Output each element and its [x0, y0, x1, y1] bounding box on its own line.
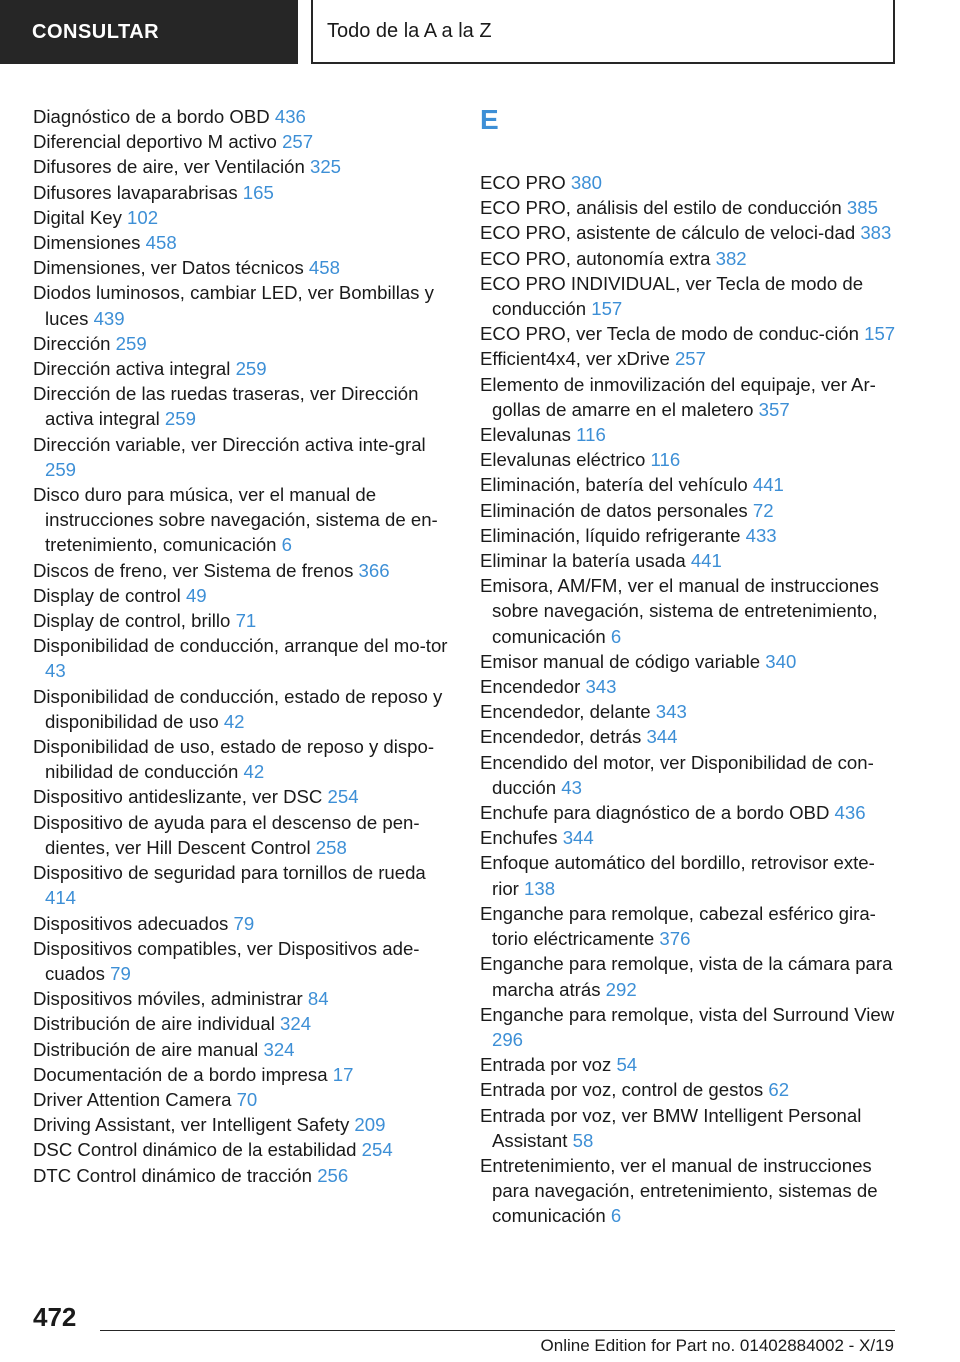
index-entry-text: Difusores lavaparabrisas: [33, 181, 243, 203]
index-entry-text: ECO PRO INDIVIDUAL, ver Tecla de modo de conducción: [480, 272, 864, 320]
index-entry-text: Eliminación de datos personales: [480, 499, 753, 521]
page-reference-link[interactable]: 165: [242, 181, 274, 203]
page-reference-link[interactable]: 458: [145, 232, 177, 254]
index-entry: [480, 573, 900, 649]
index-entry: [33, 331, 451, 356]
index-entry-text: Dimensiones: [33, 232, 146, 254]
page-reference-link[interactable]: 49: [185, 584, 207, 606]
index-entry-text: Dispositivos compatibles, ver Dispositivos ade-cuados: [33, 937, 420, 984]
page-reference-link[interactable]: 256: [317, 1164, 349, 1186]
index-entry: [33, 558, 451, 583]
index-entry: [33, 1163, 451, 1188]
page-reference-link[interactable]: 380: [570, 172, 602, 193]
index-entry: [480, 170, 900, 195]
page-reference-link[interactable]: 254: [361, 1139, 393, 1161]
index-entry: [480, 1052, 900, 1077]
index-column-left: [33, 104, 451, 1188]
index-entry: [480, 800, 900, 825]
index-entry: [33, 911, 451, 936]
index-entry-text: Encendedor, delante: [480, 701, 656, 723]
letter-heading: E: [480, 104, 499, 135]
page-reference-link[interactable]: 257: [674, 348, 706, 370]
index-entry-text: ECO PRO, análisis del estilo de conducción: [480, 197, 847, 219]
section-tab: [0, 0, 298, 64]
page-reference-link[interactable]: 102: [127, 206, 159, 228]
index-entry: [33, 608, 451, 633]
page-reference-link[interactable]: 324: [280, 1013, 312, 1035]
page-number: 472: [33, 1302, 77, 1332]
page-reference-link[interactable]: 79: [110, 962, 131, 984]
page-reference-link[interactable]: 138: [524, 877, 556, 899]
index-entry-text: Dispositivo de seguridad para tornillos de rueda: [33, 862, 426, 884]
index-entry-text: Distribución de aire manual: [33, 1038, 264, 1060]
index-entry: [33, 583, 451, 608]
page-reference-link[interactable]: 157: [864, 323, 896, 345]
index-entry: [33, 104, 451, 129]
index-entry: [33, 860, 451, 910]
page-reference-link[interactable]: 70: [236, 1088, 258, 1110]
index-entry: [33, 684, 451, 734]
index-entry-text: Dispositivo de ayuda para el descenso de pen-dientes, ver Hill Descent Control: [33, 811, 420, 858]
page-reference-link[interactable]: 366: [358, 559, 390, 581]
index-entry: [480, 195, 900, 220]
index-entry-text: Disponibilidad de conducción, estado de reposo y disponibilidad de uso: [33, 685, 443, 732]
page-reference-link[interactable]: 259: [235, 358, 267, 380]
index-entry-text: Enchufes: [480, 827, 563, 849]
index-entry: [480, 498, 900, 523]
page-reference-link[interactable]: 357: [758, 398, 790, 420]
index-entry-text: Emisora, AM/FM, ver el manual de instrucciones sobre navegación, sistema de entretenimiento, comunicación: [480, 575, 879, 647]
index-entry-text: Discos de freno, ver Sistema de frenos: [33, 559, 359, 581]
index-entry: [480, 472, 900, 497]
page-reference-link[interactable]: 296: [492, 1028, 524, 1050]
page-reference-link[interactable]: 6: [610, 1205, 622, 1227]
index-entry: [480, 1103, 900, 1153]
index-entry-text: Documentación de a bordo impresa: [33, 1063, 333, 1085]
index-entry: [33, 381, 451, 431]
page-reference-link[interactable]: 292: [605, 978, 637, 1000]
index-entry-text: Elevalunas: [480, 424, 577, 446]
index-entry-text: Disponibilidad de conducción, arranque del mo-tor: [33, 635, 448, 657]
index-entry-text: Diagnóstico de a bordo OBD: [33, 106, 275, 127]
index-entry: [33, 180, 451, 205]
section-tab-label: CONSULTAR: [32, 20, 160, 43]
index-entry: [33, 432, 451, 482]
index-entry-text: Dispositivo antideslizante, ver DSC: [33, 786, 328, 808]
index-entry: [480, 825, 900, 850]
index-entry-text: ECO PRO, autonomía extra: [480, 247, 716, 269]
index-entry: [480, 674, 900, 699]
index-entry-text: Enganche para remolque, cabezal esférico gira-torio eléctricamente: [480, 902, 876, 950]
page-reference-link[interactable]: 433: [745, 524, 777, 546]
index-entry: [480, 649, 900, 674]
index-entry: [33, 633, 451, 683]
footer-divider: [100, 1330, 895, 1331]
chapter-tab: [311, 0, 895, 64]
index-entry-text: Dirección: [33, 332, 116, 354]
page-reference-link[interactable]: 258: [315, 836, 347, 858]
index-entry-text: Elemento de inmovilización del equipaje, ver Ar-gollas de amarre en el maletero: [480, 373, 876, 420]
index-entry: [33, 734, 451, 784]
index-entry: [33, 1112, 451, 1137]
index-entry-text: Emisor manual de código variable: [480, 650, 766, 672]
index-entry-text: Dispositivos adecuados: [33, 912, 234, 934]
page-reference-link[interactable]: 382: [715, 247, 747, 269]
index-entry-text: ECO PRO, ver Tecla de modo de conduc-ción: [480, 323, 865, 345]
page-reference-link[interactable]: 209: [354, 1114, 386, 1136]
index-entry: [33, 936, 451, 986]
index-entry-text: Entrada por voz: [480, 1054, 617, 1076]
page-reference-link[interactable]: 62: [768, 1079, 790, 1101]
page-reference-link[interactable]: 259: [164, 408, 196, 430]
index-entry: [480, 246, 900, 271]
page-reference-link[interactable]: 383: [860, 222, 892, 244]
index-entry-text: Entretenimiento, ver el manual de instrucciones para navegación, entretenimiento, sistemas de comunicación: [480, 1154, 878, 1227]
index-entry-text: Diferencial deportivo M activo: [33, 131, 283, 153]
index-entry-text: DTC Control dinámico de tracción: [33, 1164, 318, 1186]
index-entries-right: [480, 170, 900, 1229]
page-reference-link[interactable]: 414: [45, 887, 77, 909]
index-entry: [33, 784, 451, 809]
index-entry-text: Eliminar la batería usada: [480, 550, 691, 572]
index-entry-text: Dimensiones, ver Datos técnicos: [33, 257, 309, 279]
page-reference-link[interactable]: 343: [585, 676, 617, 698]
index-entry-text: Driver Attention Camera: [33, 1088, 237, 1110]
index-entry: [480, 422, 900, 447]
index-entry-text: ECO PRO: [480, 172, 571, 193]
index-entry: [480, 548, 900, 573]
page-reference-link[interactable]: 344: [646, 726, 678, 748]
footer-edition-text: Online Edition for Part no. 01402884002 - X/19: [540, 1336, 894, 1355]
index-entry: [33, 1062, 451, 1087]
index-entry-text: Driving Assistant, ver Intelligent Safety: [33, 1114, 355, 1136]
chapter-tab-label: Todo de la A a la Z: [327, 19, 492, 42]
page-reference-link[interactable]: 458: [308, 257, 340, 279]
index-entry: [33, 810, 451, 860]
index-entry: [480, 951, 900, 1001]
page-reference-link[interactable]: 343: [655, 701, 687, 723]
index-entry-text: Enchufe para diagnóstico de a bordo OBD: [480, 802, 835, 824]
page-reference-link[interactable]: 54: [616, 1054, 638, 1076]
index-entry: [480, 699, 900, 724]
page-reference-link[interactable]: 43: [561, 776, 582, 798]
page-reference-link[interactable]: 17: [332, 1063, 354, 1085]
index-entry-text: Enfoque automático del bordillo, retrovisor exte-rior: [480, 852, 875, 899]
index-entry-text: Dirección variable, ver Dirección activa inte-gral: [33, 433, 426, 455]
index-entry-text: Dirección de las ruedas traseras, ver Dirección activa integral: [33, 383, 419, 430]
index-entry-text: Eliminación, líquido refrigerante: [480, 524, 746, 546]
index-entry-text: Encendedor: [480, 676, 586, 698]
index-entry: [33, 1011, 451, 1036]
page-reference-link[interactable]: 72: [752, 499, 774, 521]
index-entry-text: Difusores de aire, ver Ventilación: [33, 156, 310, 178]
index-entry: [480, 901, 900, 951]
index-entry: [480, 346, 900, 371]
index-entry-text: Dirección activa integral: [33, 358, 236, 380]
page-reference-link[interactable]: 43: [45, 660, 66, 682]
index-entry: [480, 1153, 900, 1229]
index-entry: [33, 482, 451, 558]
index-column-right: [480, 104, 900, 1229]
page-reference-link[interactable]: 42: [243, 761, 265, 783]
page-reference-link[interactable]: 385: [846, 197, 878, 219]
index-entry-text: Dispositivos móviles, administrar: [33, 988, 308, 1010]
page-reference-link[interactable]: 6: [281, 534, 293, 556]
page-reference-link[interactable]: 84: [307, 988, 329, 1010]
page-reference-link[interactable]: 157: [591, 298, 623, 320]
index-entry-text: Disponibilidad de uso, estado de reposo y dispo-nibilidad de conducción: [33, 736, 435, 783]
index-entry-text: Diodos luminosos, cambiar LED, ver Bombillas y luces: [33, 282, 434, 329]
index-entry-text: Enganche para remolque, vista del Surround View: [480, 1003, 895, 1025]
index-entry-text: Digital Key: [33, 206, 128, 228]
page-reference-link[interactable]: 436: [274, 106, 306, 127]
index-entry-text: ECO PRO, asistente de cálculo de veloci-dad: [480, 222, 861, 244]
page-reference-link[interactable]: 71: [235, 610, 257, 632]
index-entry: [480, 1002, 900, 1052]
index-entry-text: Enganche para remolque, vista de la cámara para marcha atrás: [480, 953, 893, 1000]
page-reference-link[interactable]: 259: [115, 332, 147, 354]
index-entry: [480, 372, 900, 422]
page-reference-link[interactable]: 324: [263, 1038, 295, 1060]
index-entry: [480, 447, 900, 472]
index-entry-text: DSC Control dinámico de la estabilidad: [33, 1139, 362, 1161]
page-reference-link[interactable]: 254: [327, 786, 359, 808]
page-reference-link[interactable]: 6: [610, 625, 622, 647]
page-reference-link[interactable]: 376: [659, 928, 691, 950]
page-reference-link[interactable]: 340: [765, 650, 797, 672]
index-entry: [480, 850, 900, 900]
index-entry: [33, 205, 451, 230]
page-reference-link[interactable]: 441: [752, 474, 784, 496]
index-entry: [480, 321, 900, 346]
index-entry: [33, 1137, 451, 1162]
page-header: [0, 0, 960, 66]
index-entry-text: Display de control, brillo: [33, 610, 236, 632]
page-reference-link[interactable]: 259: [45, 458, 77, 480]
index-entry-text: Encendedor, detrás: [480, 726, 647, 748]
index-entry: [33, 280, 451, 330]
page-reference-link[interactable]: 344: [562, 827, 594, 849]
page-reference-link[interactable]: 79: [233, 912, 255, 934]
index-entry-text: Distribución de aire individual: [33, 1013, 281, 1035]
index-entry: [33, 1037, 451, 1062]
page-reference-link[interactable]: 257: [282, 131, 314, 153]
index-entry-text: Entrada por voz, ver BMW Intelligent Personal Assistant: [480, 1104, 862, 1151]
index-entry: [33, 230, 451, 255]
page-reference-link[interactable]: 116: [650, 449, 681, 471]
index-entry-text: Elevalunas eléctrico: [480, 449, 651, 471]
index-entry-text: Eliminación, batería del vehículo: [480, 474, 753, 496]
page-reference-link[interactable]: 441: [690, 550, 722, 572]
index-entry-text: Efficient4x4, ver xDrive: [480, 348, 675, 370]
index-entry: [480, 1077, 900, 1102]
index-entry-text: Entrada por voz, control de gestos: [480, 1079, 769, 1101]
index-entry: [33, 986, 451, 1011]
index-entry: [480, 523, 900, 548]
index-entry: [480, 271, 900, 321]
index-entry: [33, 356, 451, 381]
index-entry: [33, 1087, 451, 1112]
index-entry: [480, 220, 900, 245]
page-reference-link[interactable]: 325: [309, 156, 342, 178]
index-entry: [33, 255, 451, 280]
index-entry: [480, 750, 900, 800]
page-reference-link[interactable]: 42: [223, 710, 245, 732]
index-entry: [33, 154, 451, 179]
index-entry-text: Disco duro para música, ver el manual de instrucciones sobre navegación, sistema de en-tretenimiento, comunicación: [33, 484, 438, 556]
index-entry-text: Encendido del motor, ver Disponibilidad de con-ducción: [480, 751, 874, 798]
index-entry: [480, 724, 900, 749]
page-reference-link[interactable]: 439: [93, 307, 125, 329]
page-reference-link[interactable]: 436: [834, 802, 866, 824]
page-reference-link[interactable]: 116: [576, 424, 606, 446]
index-entry-text: Display de control: [33, 584, 186, 606]
page-reference-link[interactable]: 58: [572, 1129, 594, 1151]
index-entry: [33, 129, 451, 154]
